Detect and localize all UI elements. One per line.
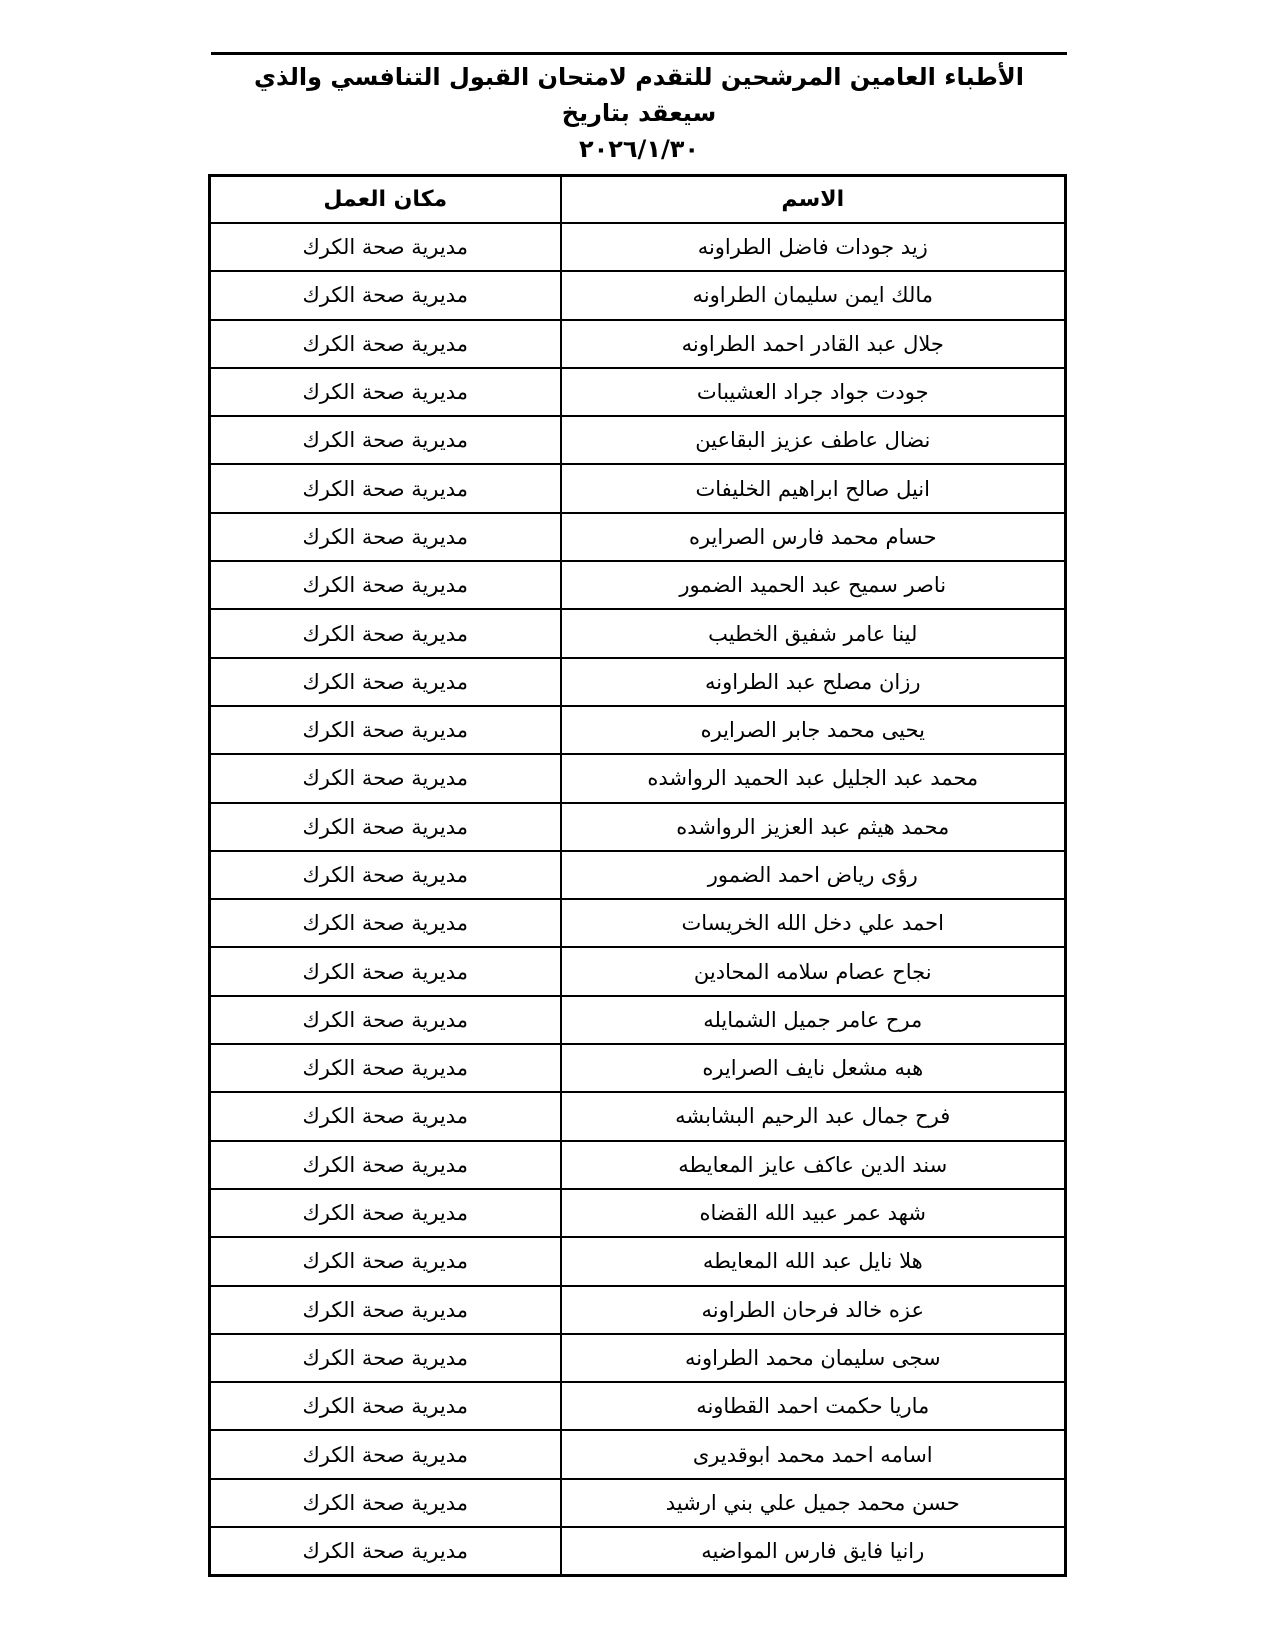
table-row [210,1286,1066,1334]
candidates-table [208,174,1067,1577]
table-row [210,947,1066,995]
table-row [210,609,1066,657]
name-cell: حسن محمد جميل علي بني ارشيد [561,1479,1066,1527]
workplace-cell: مديرية صحة الكرك [210,706,561,754]
name-cell: سند الدين عاكف عايز المعايطه [561,1141,1066,1189]
table-row [210,1479,1066,1527]
workplace-cell: مديرية صحة الكرك [210,658,561,706]
workplace-cell: مديرية صحة الكرك [210,947,561,995]
title-date: ٢٠٢٦/١/٣٠ [578,135,700,163]
workplace-cell: مديرية صحة الكرك [210,416,561,464]
name-cell: حسام محمد فارس الصرايره [561,513,1066,561]
workplace-cell: مديرية صحة الكرك [210,1286,561,1334]
name-cell: رؤى رياض احمد الضمور [561,851,1066,899]
column-header-workplace: مكان العمل [210,176,561,224]
workplace-cell: مديرية صحة الكرك [210,513,561,561]
workplace-cell: مديرية صحة الكرك [210,851,561,899]
name-cell: جلال عبد القادر احمد الطراونه [561,320,1066,368]
column-header-name: الاسم [561,176,1066,224]
workplace-cell: مديرية صحة الكرك [210,1334,561,1382]
table-row [210,1044,1066,1092]
name-cell: لينا عامر شفيق الخطيب [561,609,1066,657]
name-cell: مالك ايمن سليمان الطراونه [561,271,1066,319]
table-row [210,223,1066,271]
table-row [210,513,1066,561]
workplace-cell: مديرية صحة الكرك [210,609,561,657]
page-title [211,55,1067,167]
workplace-cell: مديرية صحة الكرك [210,1479,561,1527]
name-cell: محمد هيثم عبد العزيز الرواشده [561,803,1066,851]
name-cell: رزان مصلح عبد الطراونه [561,658,1066,706]
table-row [210,1430,1066,1478]
name-cell: هلا نايل عبد الله المعايطه [561,1237,1066,1285]
workplace-cell: مديرية صحة الكرك [210,1237,561,1285]
workplace-cell: مديرية صحة الكرك [210,223,561,271]
name-cell: مرح عامر جميل الشمايله [561,996,1066,1044]
name-cell: انيل صالح ابراهيم الخليفات [561,464,1066,512]
workplace-cell: مديرية صحة الكرك [210,464,561,512]
workplace-cell: مديرية صحة الكرك [210,1044,561,1092]
workplace-cell: مديرية صحة الكرك [210,1092,561,1140]
name-cell: هبه مشعل نايف الصرايره [561,1044,1066,1092]
table-row [210,754,1066,802]
workplace-cell: مديرية صحة الكرك [210,1527,561,1576]
workplace-cell: مديرية صحة الكرك [210,561,561,609]
table-row [210,1382,1066,1430]
workplace-cell: مديرية صحة الكرك [210,271,561,319]
table-row [210,851,1066,899]
table-row [210,899,1066,947]
workplace-cell: مديرية صحة الكرك [210,368,561,416]
table-header-row [210,176,1066,224]
title-text: الأطباء العامين المرشحين للتقدم لامتحان القبول التنافسي والذي سيعقد بتاريخ [254,63,1024,127]
name-cell: ماريا حكمت احمد القطاونه [561,1382,1066,1430]
table-body [210,223,1066,1576]
table-row [210,464,1066,512]
table-row [210,368,1066,416]
table-row [210,1189,1066,1237]
name-cell: جودت جواد جراد العشيبات [561,368,1066,416]
workplace-cell: مديرية صحة الكرك [210,1430,561,1478]
table-row [210,320,1066,368]
name-cell: شهد عمر عبيد الله القضاه [561,1189,1066,1237]
name-cell: اسامه احمد محمد ابوقديرى [561,1430,1066,1478]
table-row [210,706,1066,754]
workplace-cell: مديرية صحة الكرك [210,320,561,368]
name-cell: يحيى محمد جابر الصرايره [561,706,1066,754]
table-row [210,996,1066,1044]
table-row [210,803,1066,851]
name-cell: فرح جمال عبد الرحيم البشابشه [561,1092,1066,1140]
workplace-cell: مديرية صحة الكرك [210,1189,561,1237]
table-row [210,1141,1066,1189]
workplace-cell: مديرية صحة الكرك [210,996,561,1044]
table-row [210,658,1066,706]
workplace-cell: مديرية صحة الكرك [210,754,561,802]
table-row [210,1334,1066,1382]
name-cell: محمد عبد الجليل عبد الحميد الرواشده [561,754,1066,802]
workplace-cell: مديرية صحة الكرك [210,1382,561,1430]
document-content [211,0,1067,1577]
table-row [210,1092,1066,1140]
name-cell: رانيا فايق فارس المواضيه [561,1527,1066,1576]
name-cell: سجى سليمان محمد الطراونه [561,1334,1066,1382]
name-cell: احمد علي دخل الله الخريسات [561,899,1066,947]
name-cell: نضال عاطف عزيز البقاعين [561,416,1066,464]
workplace-cell: مديرية صحة الكرك [210,803,561,851]
table-row [210,1237,1066,1285]
name-cell: ناصر سميح عبد الحميد الضمور [561,561,1066,609]
name-cell: نجاح عصام سلامه المحادين [561,947,1066,995]
workplace-cell: مديرية صحة الكرك [210,899,561,947]
table-row [210,1527,1066,1576]
name-cell: زيد جودات فاضل الطراونه [561,223,1066,271]
name-cell: عزه خالد فرحان الطراونه [561,1286,1066,1334]
table-row [210,271,1066,319]
table-row [210,416,1066,464]
workplace-cell: مديرية صحة الكرك [210,1141,561,1189]
table-row [210,561,1066,609]
